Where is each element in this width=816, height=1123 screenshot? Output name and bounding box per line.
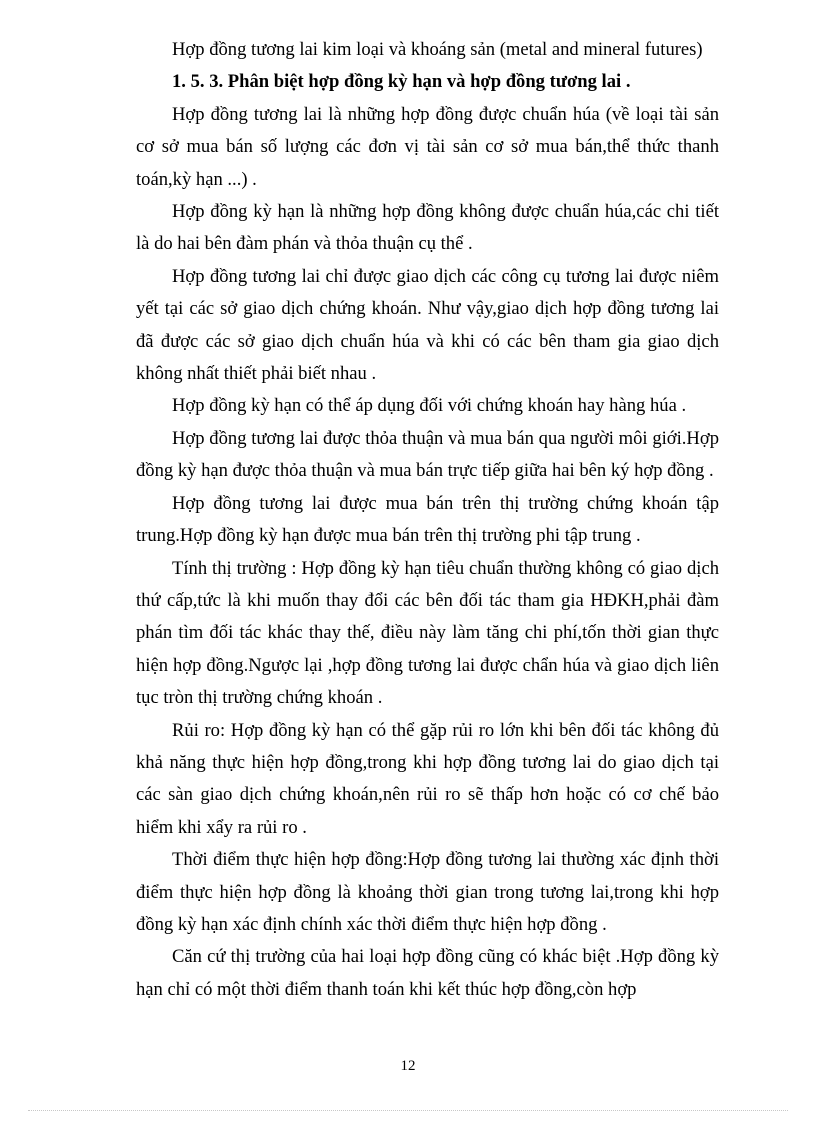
paragraph-liquidity: Tính thị trường : Hợp đồng kỳ hạn tiêu chuẩn thường không có giao dịch thứ cấp,tức là khi muốn thay đổi các bên đối tác tham gia HĐKH,phải đàm phán tìm đối tác khác thay thế, điều này làm tăng chi phí,tốn thời gian thực hiện hợp đồng.Ngược lại ,hợp đồng tương lai được chẩn húa và giao dịch liên tục tròn thị trường chứng khoán . bbox=[136, 557, 719, 709]
paragraph-settlement: Căn cứ thị trường của hai loại hợp đồng cũng có khác biệt .Hợp đồng kỳ hạn chỉ có một thời điểm thanh toán khi kết thúc hợp đồng,còn hợp bbox=[136, 946, 719, 1000]
document-body bbox=[136, 34, 719, 1006]
paragraph-risk: Rủi ro: Hợp đồng kỳ hạn có thể gặp rủi ro lớn khi bên đối tác không đủ khả năng thực hiện hợp đồng,trong khi hợp đồng tương lai do giao dịch tại các sàn giao dịch chứng khoán,nên rủi ro sẽ thấp hơn hoặc có cơ chế bảo hiểm khi xẩy ra rủi ro . bbox=[136, 719, 719, 838]
paragraph-forward-scope: Hợp đồng kỳ hạn có thể áp dụng đối với chứng khoán hay hàng húa . bbox=[172, 395, 687, 417]
page-bottom-divider bbox=[28, 1110, 788, 1111]
paragraph-futures-definition: Hợp đồng tương lai là những hợp đồng được chuẩn húa (về loại tài sản cơ sở mua bán số lượng các đơn vị tài sản cơ sở mua bán,thể thức thanh toán,kỳ hạn ...) . bbox=[136, 103, 719, 190]
paragraph-forward-definition: Hợp đồng kỳ hạn là những hợp đồng không được chuẩn húa,các chi tiết là do hai bên đàm phán và thỏa thuận cụ thể . bbox=[136, 201, 719, 255]
page-number: 12 bbox=[400, 1058, 416, 1074]
paragraph-metal-futures: Hợp đồng tương lai kim loại và khoáng sản (metal and mineral futures) bbox=[172, 39, 703, 60]
paragraph-timing: Thời điểm thực hiện hợp đồng:Hợp đồng tương lai thường xác định thời điểm thực hiện hợp đồng là khoảng thời gian trong tương lai,trong khi hợp đồng kỳ hạn xác định chính xác thời điểm thực hiện hợp đồng . bbox=[136, 849, 719, 935]
paragraph-brokers: Hợp đồng tương lai được thỏa thuận và mua bán qua người môi giới.Hợp đồng kỳ hạn được thỏa thuận và mua bán trực tiếp giữa hai bên ký hợp đồng . bbox=[136, 427, 719, 482]
section-heading: 1. 5. 3. Phân biệt hợp đồng kỳ hạn và hợp đồng tương lai . bbox=[172, 71, 631, 93]
paragraph-exchange-trading: Hợp đồng tương lai chỉ được giao dịch các công cụ tương lai được niêm yết tại các sở giao dịch chứng khoán. Như vậy,giao dịch hợp đồng tương lai đã được các sở giao dịch chuẩn húa và khi có các bên tham gia giao dịch không nhất thiết phải biết nhau . bbox=[136, 265, 719, 385]
paragraph-market-venue: Hợp đồng tương lai được mua bán trên thị trường chứng khoán tập trung.Hợp đồng kỳ hạn được mua bán trên thị trường phi tập trung . bbox=[136, 492, 719, 547]
